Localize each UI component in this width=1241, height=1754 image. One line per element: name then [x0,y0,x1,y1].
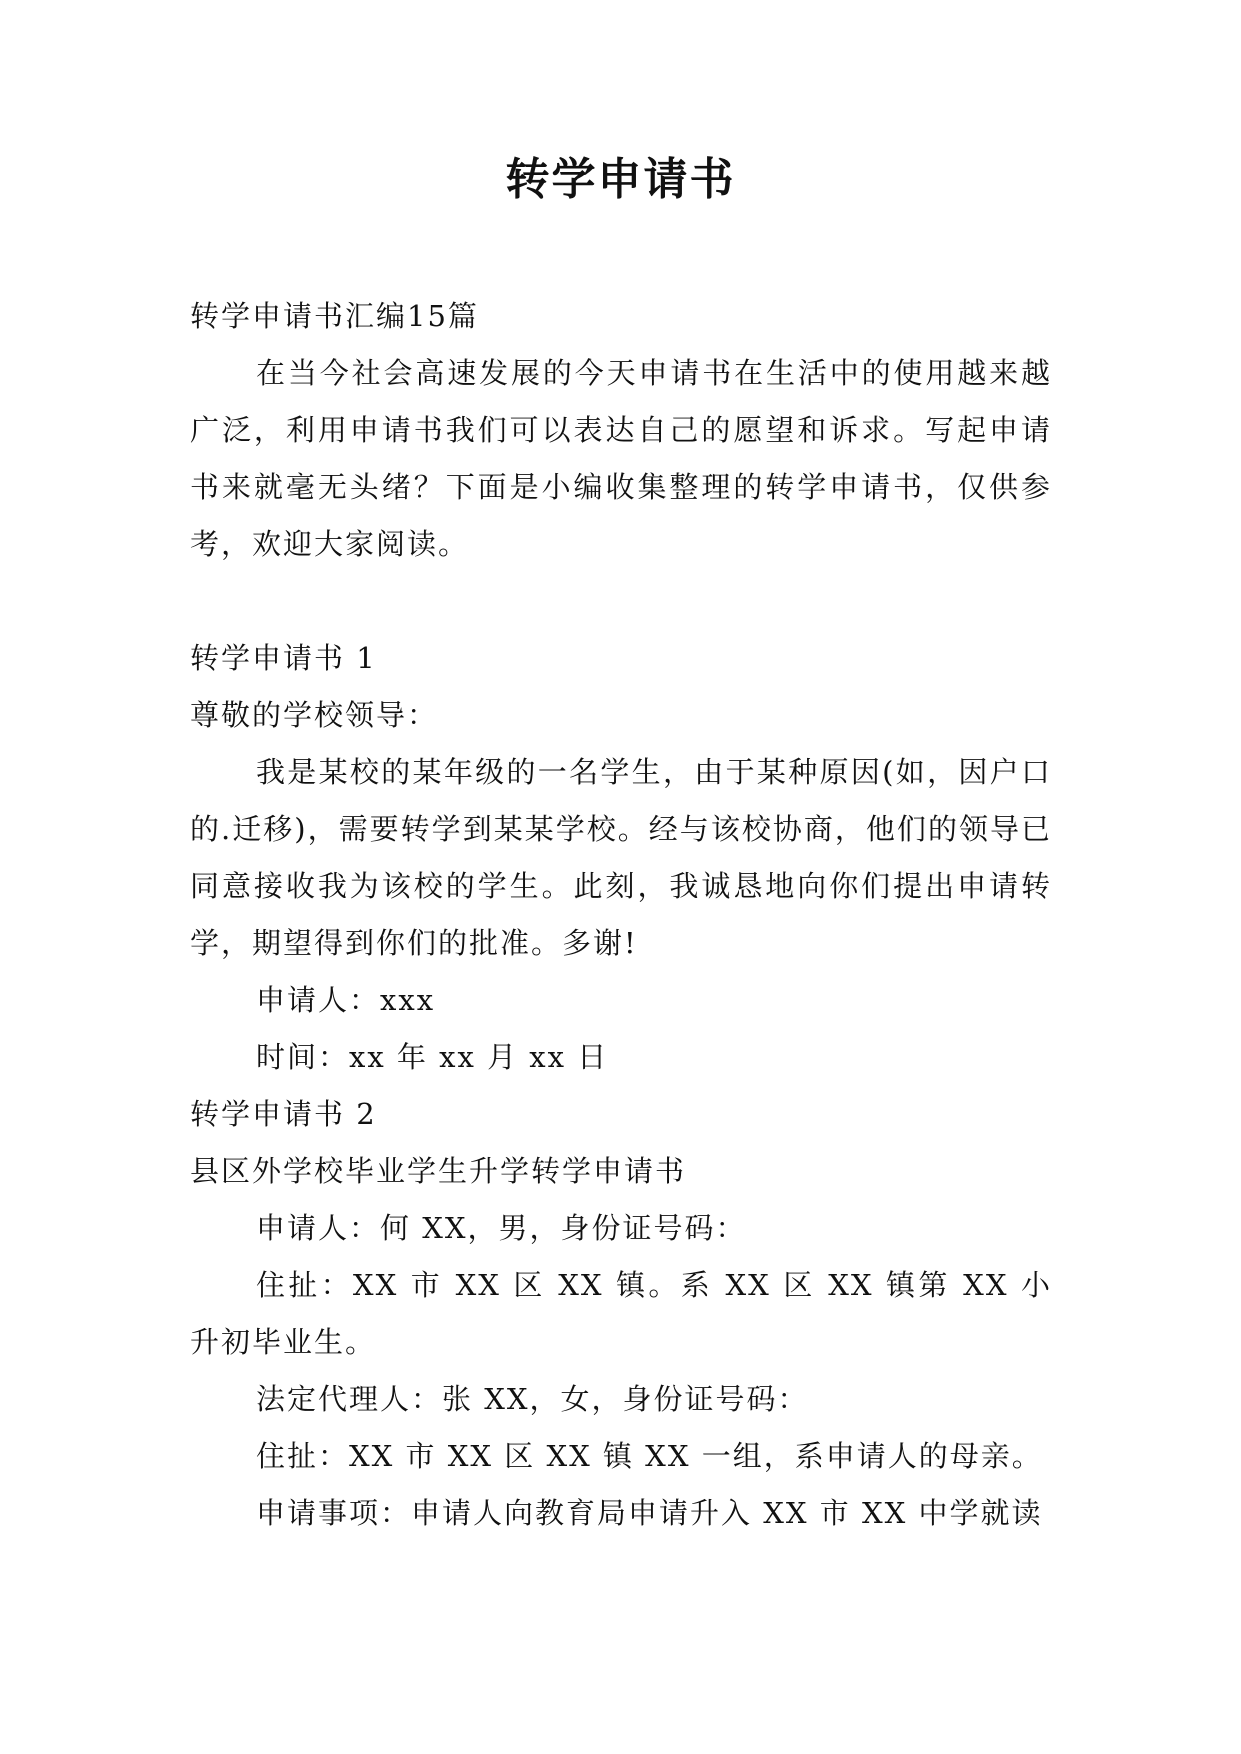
section1-body: 我是某校的某年级的一名学生，由于某种原因(如，因户口的.迁移)，需要转学到某某学校。经与该校协商，他们的领导已同意接收我为该校的学生。此刻，我诚恳地向你们提出申请转学，期望得到你们的批准。多谢! [190,755,1052,960]
section1-date: 时间：xx 年 xx 月 xx 日 [256,1040,609,1074]
section2-address2: 住扯：XX 市 XX 区 XX 镇 XX 一组，系申请人的母亲。 [256,1439,1043,1473]
section2-applicant: 申请人：何 XX，男，身份证号码： [256,1211,747,1245]
section2-matter: 申请事项：申请人向教育局申请升入 XX 市 XX 中学就读 [256,1496,1043,1530]
document-subtitle: 转学申请书汇编15篇 [190,299,479,333]
section2-subheading: 县区外学校毕业学生升学转学申请书 [190,1154,687,1188]
section1-heading: 转学申请书 1 [190,641,377,675]
section1-applicant: 申请人：xxx [256,983,436,1017]
intro-paragraph: 在当今社会高速发展的今天申请书在生活中的使用越来越广泛，利用申请书我们可以表达自己的愿望和诉求。写起申请书来就毫无头绪？下面是小编收集整理的转学申请书，仅供参考，欢迎大家阅读。 [190,356,1052,561]
section2-address1: 住扯：XX 市 XX 区 XX 镇。系 XX 区 XX 镇第 XX 小升初毕业生。 [190,1268,1052,1359]
document-body [190,288,1052,1542]
section2-guardian: 法定代理人：张 XX，女，身份证号码： [256,1382,809,1416]
section2-heading: 转学申请书 2 [190,1097,377,1131]
section1-salutation: 尊敬的学校领导： [190,698,439,732]
blank-line [190,573,1052,630]
document-title: 转学申请书 [505,154,736,205]
